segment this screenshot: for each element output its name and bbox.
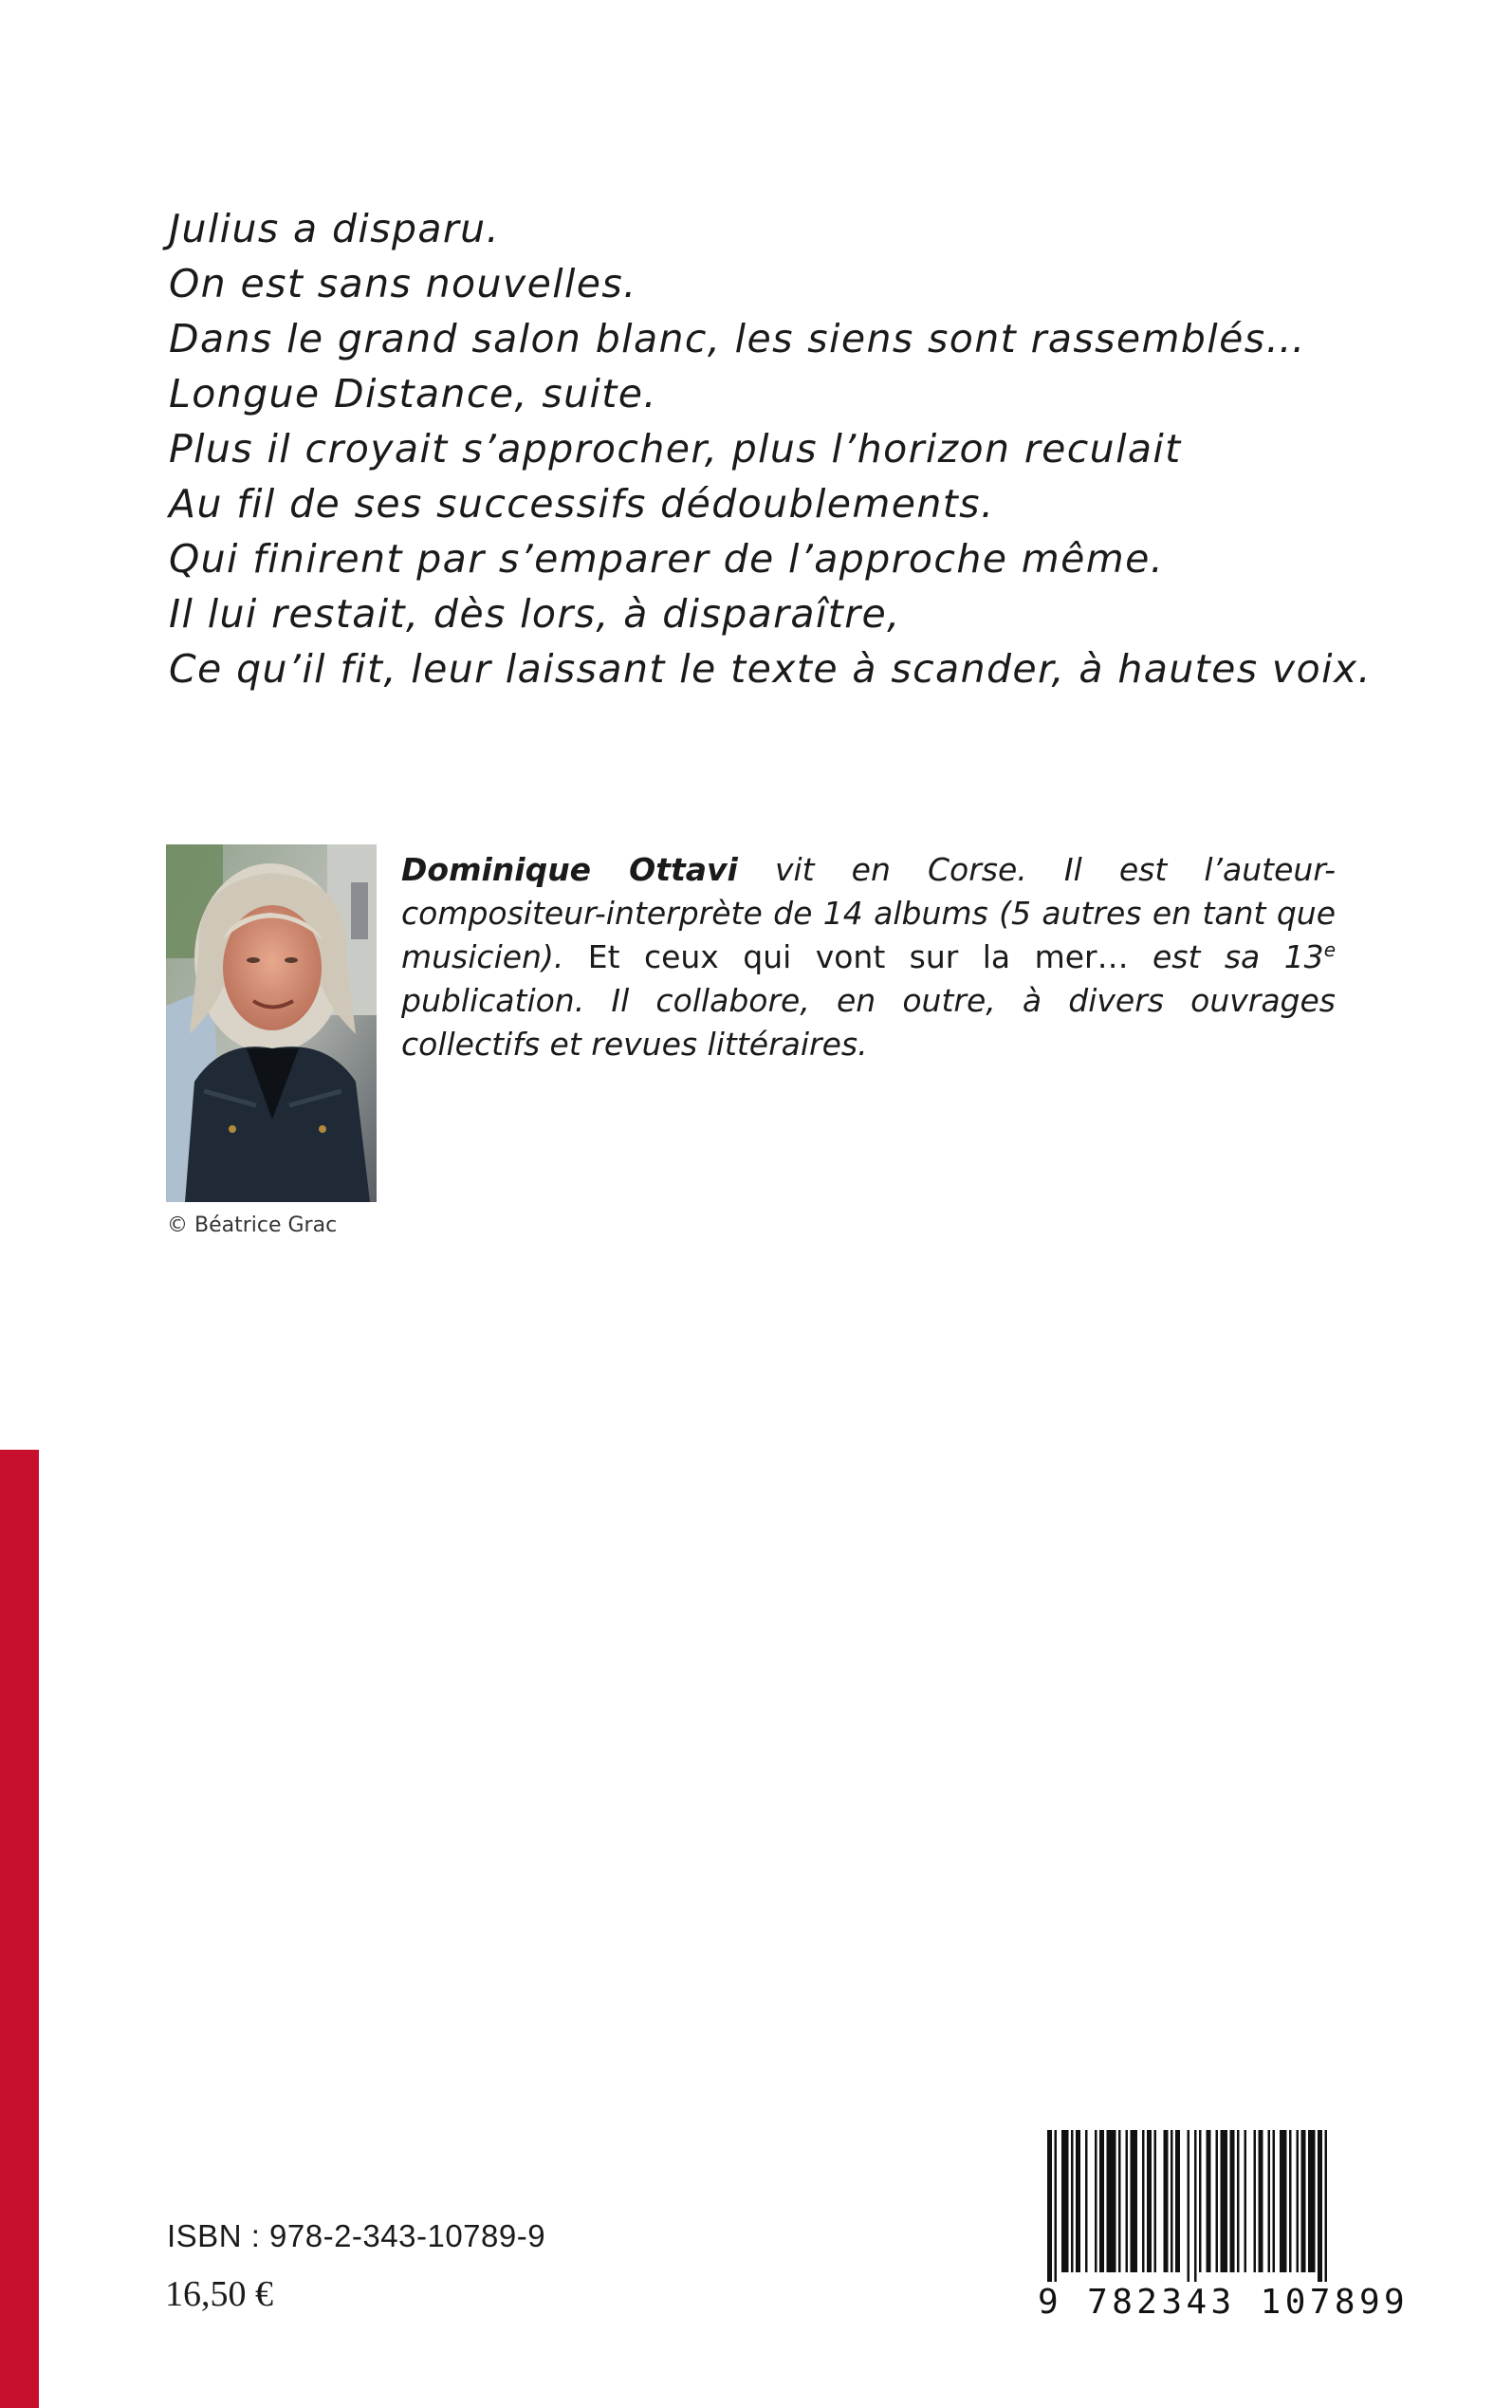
author-bio (401, 848, 1336, 1066)
barcode-bar (1047, 2130, 1052, 2282)
bio-text: publication. Il collabore, en outre, à divers ouvrages collectifs et revues littéraires. (401, 982, 1336, 1063)
barcode-bar (1099, 2130, 1104, 2272)
barcode-bar (1289, 2130, 1292, 2272)
barcode-bar (1076, 2130, 1080, 2272)
poem-line: Il lui restait, dès lors, à disparaître, (169, 591, 901, 637)
barcode-bar (1297, 2130, 1300, 2272)
barcode-bar (1061, 2130, 1069, 2272)
barcode-bar (1301, 2130, 1306, 2272)
barcode-bar (1171, 2130, 1173, 2272)
barcode-bar (1280, 2130, 1287, 2272)
barcode-bar (1164, 2130, 1169, 2272)
barcode-bar (1085, 2130, 1088, 2272)
bio-text: vit en Corse. Il est l’auteur-compositeur-interprète de 14 albums (5 autres en tant que musicien). (401, 851, 1336, 975)
author-name: Dominique Ottavi (401, 851, 738, 888)
barcode-bar (1325, 2130, 1328, 2282)
barcode-bar (1131, 2130, 1138, 2272)
poem-line: On est sans nouvelles. (169, 261, 637, 306)
barcode-bar (1175, 2130, 1180, 2272)
poem-line: Qui finirent par s’emparer de l’approche même. (169, 536, 1165, 582)
poem-line: Dans le grand salon blanc, les siens sont rassemblés… (169, 316, 1306, 361)
isbn-label: ISBN : 978-2-343-10789-9 (167, 2218, 546, 2253)
price-label: 16,50 € (165, 2274, 273, 2314)
barcode-bar (1118, 2130, 1121, 2272)
author-photo (166, 844, 377, 1202)
poem-line: Longue Distance, suite. (169, 371, 657, 417)
barcode-bar (1154, 2130, 1157, 2272)
barcode-bar (1318, 2130, 1322, 2282)
barcode-bar (1245, 2130, 1247, 2272)
barcode-bar (1071, 2130, 1074, 2272)
poem-line: Ce qu’il fit, leur laissant le texte à scander, à hautes voix. (169, 646, 1372, 692)
poem-line: Plus il croyait s’approcher, plus l’horizon reculait (169, 426, 1182, 472)
barcode (1038, 2130, 1410, 2331)
barcode-bar (1259, 2130, 1263, 2272)
barcode-bar (1237, 2130, 1240, 2272)
photo-credit: © Béatrice Grac (167, 1213, 338, 1237)
book-title: Et ceux qui vont sur la mer… (587, 938, 1129, 975)
barcode-bar (1095, 2130, 1097, 2272)
poem-line: Au fil de ses successifs dédoublements. (169, 481, 995, 527)
barcode-bar (1055, 2130, 1058, 2282)
barcode-bar (1221, 2130, 1228, 2272)
poem-line: Julius a disparu. (169, 206, 500, 251)
author-portrait-image (166, 844, 377, 1202)
bio-text: est sa 13 (1128, 938, 1324, 975)
barcode-bar (1268, 2130, 1271, 2272)
barcode-bar (1230, 2130, 1235, 2272)
barcode-bar (1188, 2130, 1190, 2282)
barcode-bar (1126, 2130, 1129, 2272)
barcode-bar (1107, 2130, 1116, 2272)
back-cover-poem (169, 201, 1372, 696)
barcode-bar (1142, 2130, 1145, 2272)
barcode-bar (1147, 2130, 1152, 2272)
ordinal-suffix: e (1323, 938, 1336, 961)
barcode-digits: 9 782343 107899 (1038, 2283, 1410, 2322)
barcode-bars (1047, 2130, 1332, 2282)
barcode-bar (1254, 2130, 1257, 2272)
barcode-bar (1194, 2130, 1197, 2282)
barcode-bar (1199, 2130, 1202, 2272)
barcode-bar (1216, 2130, 1219, 2272)
barcode-bar (1273, 2130, 1276, 2272)
red-accent-bar (0, 1450, 39, 2408)
barcode-bar (1207, 2130, 1211, 2272)
barcode-bar (1308, 2130, 1316, 2272)
